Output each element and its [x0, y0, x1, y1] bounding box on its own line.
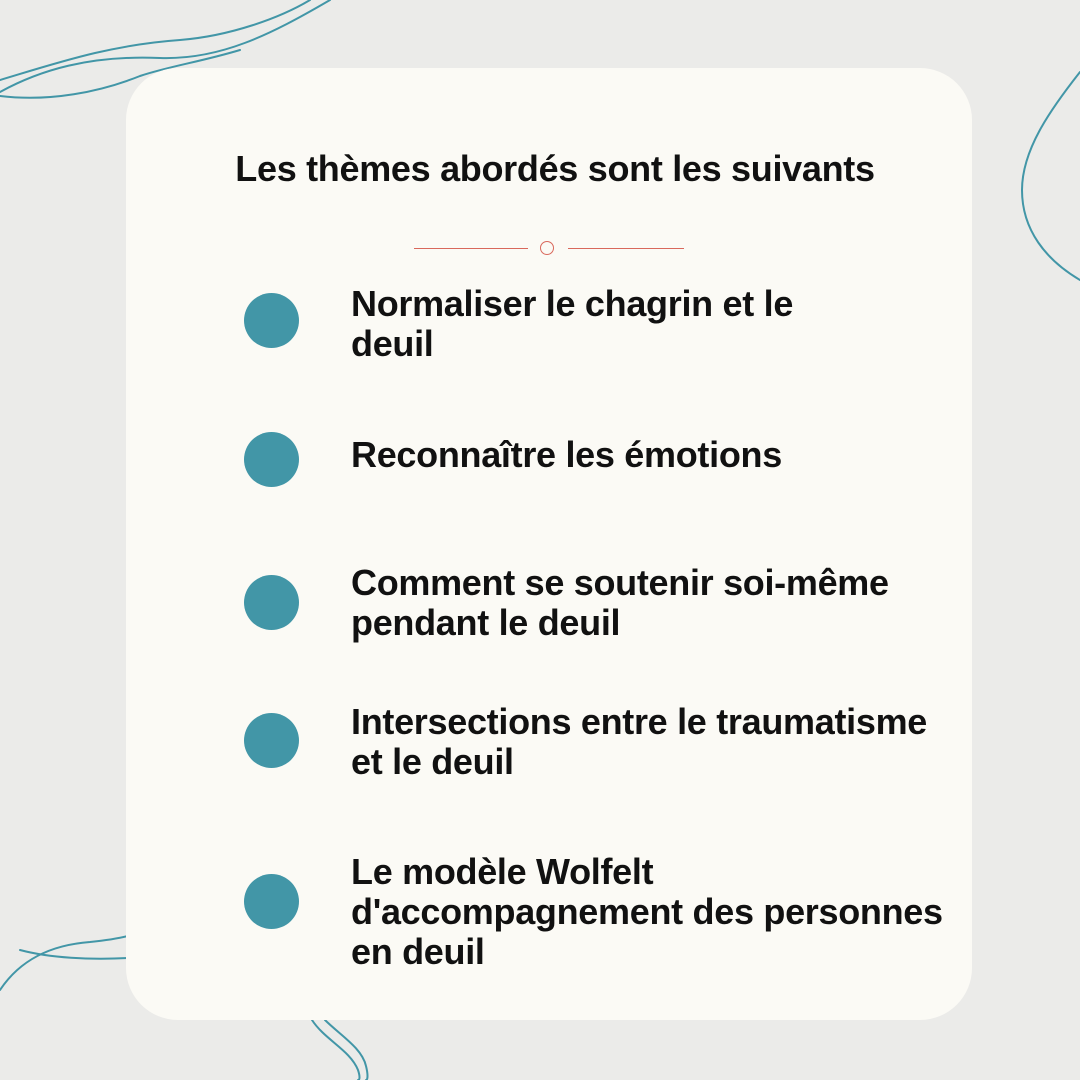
bullet-icon	[244, 575, 299, 630]
theme-item-line: pendant le deuil	[351, 602, 621, 643]
theme-item-line: Intersections entre le traumatisme	[351, 701, 928, 742]
theme-item-text	[351, 852, 991, 972]
theme-item-line: Le modèle Wolfelt	[351, 851, 654, 892]
bullet-icon	[244, 293, 299, 348]
theme-item-line: et le deuil	[351, 741, 514, 782]
bottom-left-curve-a	[0, 936, 128, 990]
page-title: Les thèmes abordés sont les suivants	[235, 148, 875, 189]
bullet-icon	[244, 874, 299, 929]
theme-item-line: d'accompagnement des personnes	[351, 891, 943, 932]
theme-item-line: en deuil	[351, 931, 485, 972]
bullet-icon	[244, 713, 299, 768]
theme-item-text	[351, 702, 991, 782]
divider-circle-icon	[540, 241, 554, 255]
theme-item-text	[351, 284, 991, 364]
theme-item-text	[351, 435, 991, 475]
theme-item-line: Normaliser le chagrin et le	[351, 283, 794, 324]
ornamental-divider	[414, 240, 684, 258]
theme-item-line: deuil	[351, 323, 434, 364]
theme-item-line: Reconnaître les émotions	[351, 434, 782, 475]
bottom-curve-b	[325, 1020, 368, 1080]
divider-line-right	[568, 248, 684, 249]
theme-item-text	[351, 563, 991, 643]
bullet-icon	[244, 432, 299, 487]
divider-line-left	[414, 248, 528, 249]
theme-item-line: Comment se soutenir soi-même	[351, 562, 889, 603]
